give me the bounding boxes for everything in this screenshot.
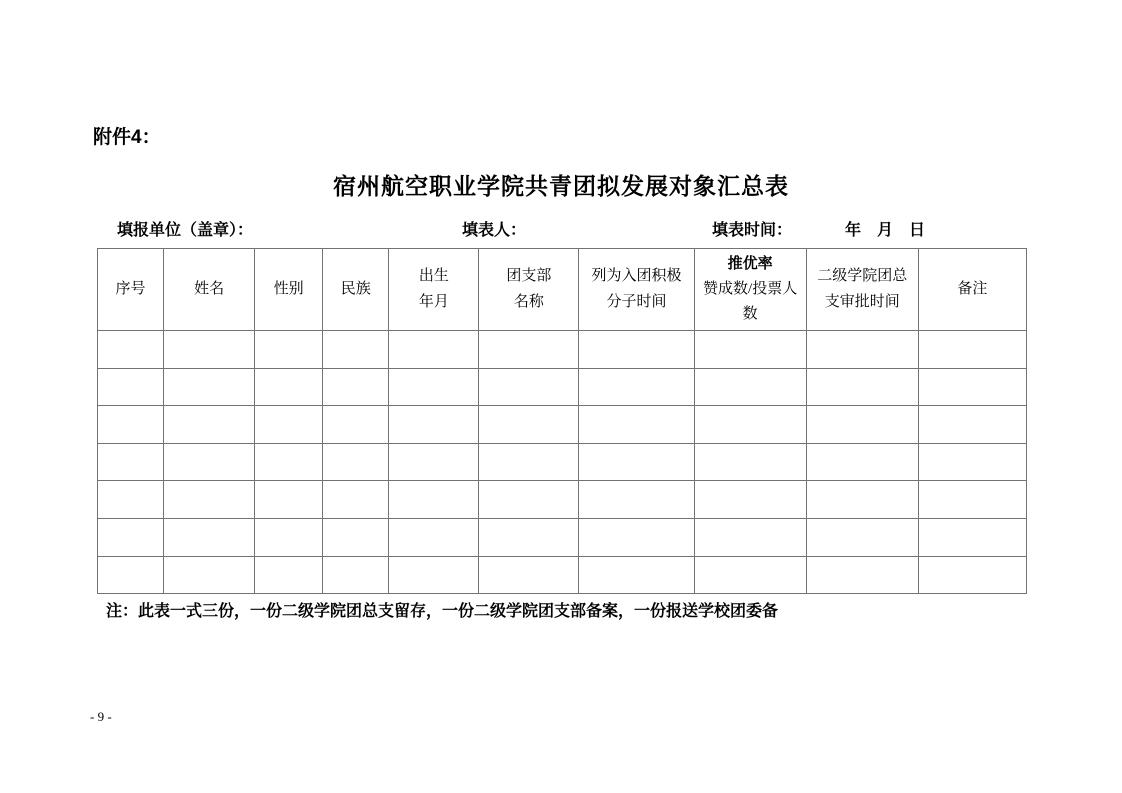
empty-cell-approval-date xyxy=(806,481,918,519)
column-header-gender xyxy=(255,249,323,331)
empty-cell-ethnicity xyxy=(323,443,389,481)
empty-cell-birth-date xyxy=(389,368,479,406)
page-number: - 9 - xyxy=(90,709,112,724)
empty-cell-gender xyxy=(255,406,323,444)
empty-cell-recommend-rate xyxy=(694,331,806,369)
column-header-remarks xyxy=(918,249,1026,331)
empty-cell-activist-date xyxy=(579,556,694,594)
table-row xyxy=(98,443,1027,481)
column-header-recommend-rate-line: 赞成数/投票人 xyxy=(703,280,798,297)
empty-cell-approval-date xyxy=(806,556,918,594)
column-header-birth-date-line: 出生 xyxy=(418,268,449,284)
empty-cell-index xyxy=(98,331,164,369)
column-header-gender-line: 性别 xyxy=(273,280,304,297)
reporting-unit-label: 填报单位（盖章）： xyxy=(117,222,254,239)
empty-cell-activist-date xyxy=(579,518,694,556)
column-header-recommend-rate-bold-line: 推优率 xyxy=(727,255,773,273)
table-row xyxy=(98,481,1027,519)
empty-cell-name xyxy=(164,331,255,369)
page-title: 宿州航空职业学院共青团拟发展对象汇总表 xyxy=(333,173,789,199)
column-header-birth-date-line: 年月 xyxy=(418,293,449,310)
column-header-activist-date xyxy=(579,249,694,331)
empty-cell-ethnicity xyxy=(323,406,389,444)
column-header-league-branch xyxy=(479,249,579,331)
column-header-activist-date-line: 分子时间 xyxy=(606,293,667,310)
column-header-league-branch-line: 团支部 xyxy=(506,268,552,284)
empty-cell-name xyxy=(164,406,255,444)
empty-cell-birth-date xyxy=(389,556,479,594)
empty-cell-birth-date xyxy=(389,443,479,481)
column-header-name-line: 姓名 xyxy=(194,280,225,297)
empty-cell-league-branch xyxy=(479,556,579,594)
empty-cell-name xyxy=(164,443,255,481)
empty-cell-index xyxy=(98,481,164,519)
empty-cell-league-branch xyxy=(479,368,579,406)
empty-cell-ethnicity xyxy=(323,331,389,369)
empty-cell-activist-date xyxy=(579,331,694,369)
table-row xyxy=(98,368,1027,406)
empty-cell-league-branch xyxy=(479,518,579,556)
column-header-recommend-rate-line: 数 xyxy=(742,306,758,323)
column-header-activist-date-line: 列为入团积极 xyxy=(591,268,682,284)
empty-cell-activist-date xyxy=(579,481,694,519)
empty-cell-league-branch xyxy=(479,331,579,369)
empty-cell-ethnicity xyxy=(323,481,389,519)
empty-cell-recommend-rate xyxy=(694,518,806,556)
empty-cell-index xyxy=(98,518,164,556)
empty-cell-ethnicity xyxy=(323,368,389,406)
empty-cell-recommend-rate xyxy=(694,556,806,594)
empty-cell-approval-date xyxy=(806,368,918,406)
empty-cell-index xyxy=(98,443,164,481)
column-header-remarks-line: 备注 xyxy=(957,280,988,297)
empty-cell-ethnicity xyxy=(323,518,389,556)
date-placeholder: 年 月 日 xyxy=(845,222,926,239)
empty-cell-approval-date xyxy=(806,443,918,481)
empty-cell-recommend-rate xyxy=(694,443,806,481)
empty-cell-index xyxy=(98,556,164,594)
column-header-ethnicity-line: 民族 xyxy=(340,280,371,297)
empty-cell-remarks xyxy=(918,556,1026,594)
table-row xyxy=(98,518,1027,556)
empty-cell-gender xyxy=(255,368,323,406)
column-header-approval-date-line: 二级学院团总 xyxy=(817,268,908,284)
fill-time-label: 填表时间： xyxy=(712,222,793,239)
empty-cell-recommend-rate xyxy=(694,481,806,519)
attachment-label: 附件4： xyxy=(93,127,161,148)
empty-cell-league-branch xyxy=(479,406,579,444)
table-row xyxy=(98,331,1027,369)
empty-cell-remarks xyxy=(918,368,1026,406)
column-header-name xyxy=(164,249,255,331)
empty-cell-activist-date xyxy=(579,406,694,444)
table-row xyxy=(98,556,1027,594)
column-header-league-branch-line: 名称 xyxy=(513,293,544,310)
empty-cell-approval-date xyxy=(806,331,918,369)
empty-cell-activist-date xyxy=(579,368,694,406)
empty-cell-approval-date xyxy=(806,518,918,556)
empty-cell-gender xyxy=(255,443,323,481)
table-header-row xyxy=(98,249,1027,331)
empty-cell-birth-date xyxy=(389,481,479,519)
footnote: 注：此表一式三份，一份二级学院团总支留存，一份二级学院团支部备案，一份报送学校团委备 xyxy=(106,603,779,620)
column-header-recommend-rate xyxy=(694,249,806,331)
empty-cell-name xyxy=(164,556,255,594)
empty-cell-approval-date xyxy=(806,406,918,444)
empty-cell-index xyxy=(98,368,164,406)
summary-table xyxy=(97,248,1027,594)
column-header-approval-date xyxy=(806,249,918,331)
empty-cell-recommend-rate xyxy=(694,368,806,406)
empty-cell-gender xyxy=(255,481,323,519)
empty-cell-recommend-rate xyxy=(694,406,806,444)
empty-cell-league-branch xyxy=(479,481,579,519)
empty-cell-remarks xyxy=(918,331,1026,369)
empty-cell-remarks xyxy=(918,406,1026,444)
empty-cell-activist-date xyxy=(579,443,694,481)
column-header-birth-date xyxy=(389,249,479,331)
empty-cell-league-branch xyxy=(479,443,579,481)
column-header-ethnicity xyxy=(323,249,389,331)
empty-cell-gender xyxy=(255,518,323,556)
empty-cell-remarks xyxy=(918,481,1026,519)
empty-cell-remarks xyxy=(918,518,1026,556)
column-header-approval-date-line: 支审批时间 xyxy=(824,293,900,310)
empty-cell-birth-date xyxy=(389,331,479,369)
empty-cell-gender xyxy=(255,331,323,369)
empty-cell-name xyxy=(164,481,255,519)
empty-cell-name xyxy=(164,518,255,556)
empty-cell-birth-date xyxy=(389,518,479,556)
empty-cell-remarks xyxy=(918,443,1026,481)
empty-cell-ethnicity xyxy=(323,556,389,594)
form-filler-label: 填表人： xyxy=(462,222,527,239)
empty-cell-name xyxy=(164,368,255,406)
column-header-index xyxy=(98,249,164,331)
empty-cell-birth-date xyxy=(389,406,479,444)
column-header-index-line: 序号 xyxy=(115,280,146,297)
empty-cell-gender xyxy=(255,556,323,594)
empty-cell-index xyxy=(98,406,164,444)
table-row xyxy=(98,406,1027,444)
